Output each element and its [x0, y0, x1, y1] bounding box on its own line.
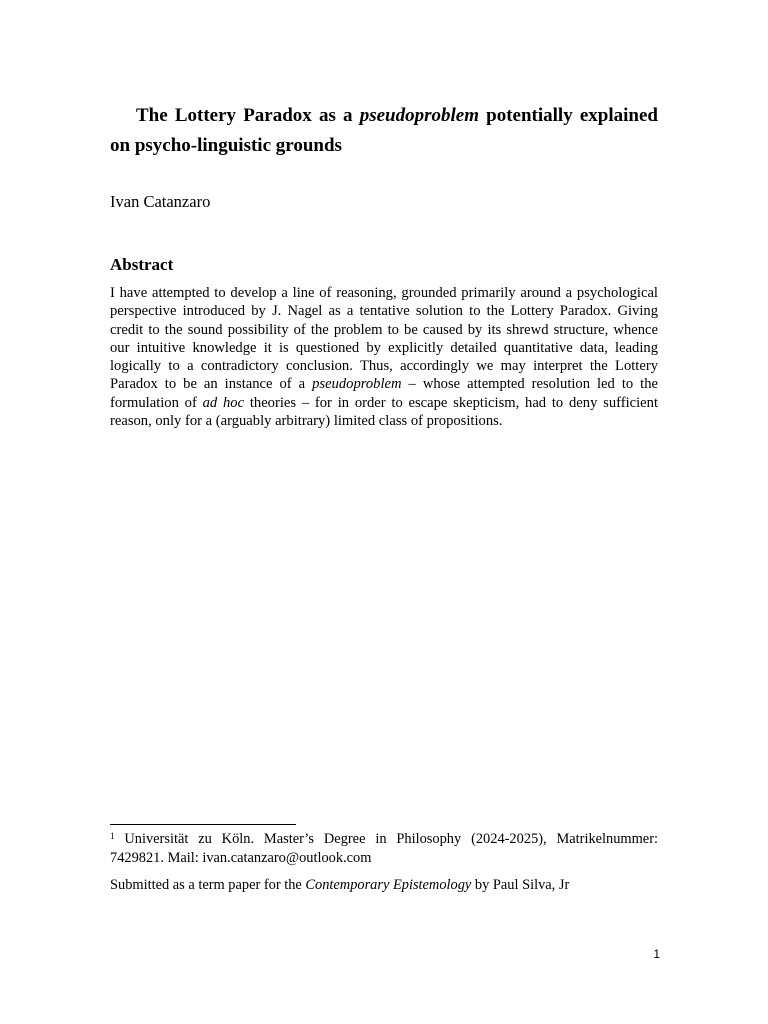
course-name: Contemporary Epistemology — [305, 877, 472, 893]
footnote — [110, 830, 658, 868]
submission-text-start: Submitted as a term paper for the — [110, 877, 306, 893]
footnote-separator — [110, 824, 296, 825]
abstract-heading: Abstract — [110, 255, 174, 274]
abstract-text-1: I have attempted to develop a line of reasoning, grounded primarily around a psychological perspective introduced by J. Nagel as a tentative solution to the Lottery Paradox. Giving credit to the sound possibility of the problem to be caused by its shrewd structure, whence our intuitive knowledge it is questioned by explicitly detailed quantitative data, leading logically to a contradictory conclusion. Thus, accordingly we may interpret the Lottery Paradox to be an instance of a — [110, 285, 658, 393]
submission-text-end: by Paul Silva, Jr — [471, 877, 570, 893]
abstract-body — [110, 284, 658, 430]
title-text-end: potentially explained on psycho-linguistic grounds — [110, 105, 658, 156]
footnote-text: Universität zu Köln. Master’s Degree in Philosophy (2024-2025), Matrikelnummer: 7429821. Mail: ivan.catanzaro@outlook.com — [110, 831, 658, 866]
author-name: Ivan Catanzaro — [110, 192, 211, 211]
page-number: 1 — [653, 947, 660, 961]
footnote-marker: 1 — [110, 831, 115, 841]
paper-title — [110, 101, 658, 161]
abstract-italic-pseudoproblem: pseudoproblem — [312, 376, 402, 393]
abstract-italic-ad-hoc: ad hoc — [202, 394, 245, 411]
title-text-start: The Lottery Paradox as a — [136, 105, 360, 126]
submission-note — [110, 876, 658, 895]
abstract-text-3: theories – for in order to escape skepticism, had to deny sufficient reason, only for a (arguably arbitrary) limited class of propositions. — [110, 394, 658, 430]
title-italic-term: pseudoproblem — [359, 105, 479, 126]
abstract-text-2: – whose attempted resolution led to the formulation of — [110, 376, 658, 411]
